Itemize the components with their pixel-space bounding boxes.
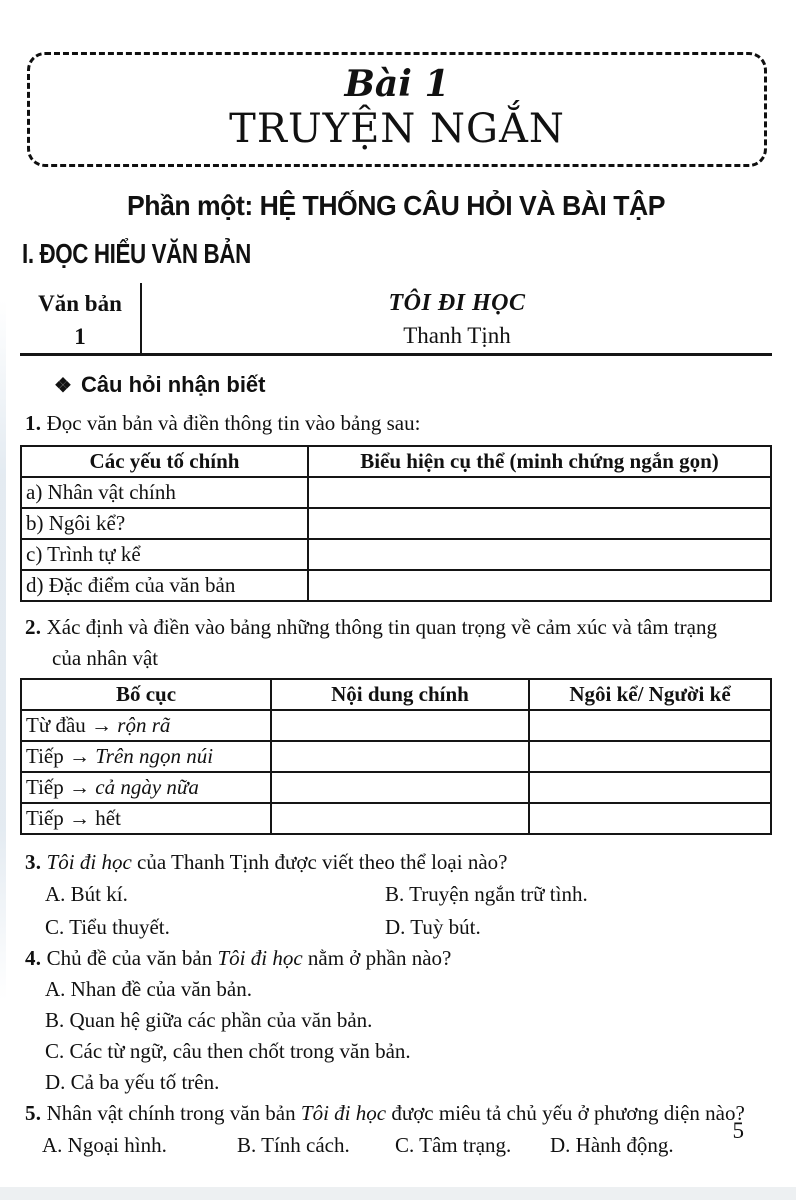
- question-5-options: [20, 1129, 772, 1162]
- diamond-bullet-icon: ❖: [54, 375, 72, 397]
- question-2-line: Xác định và điền vào bảng những thông tin quan trọng về cảm xúc và tâm trạng: [46, 615, 717, 639]
- table-structure: [20, 678, 772, 835]
- lesson-title-box: [27, 52, 767, 167]
- question-4-options: [20, 974, 772, 1098]
- question-5-text: Nhân vật chính trong văn bản Tôi đi học được miêu tả chủ yếu ở phương diện nào?: [46, 1101, 745, 1125]
- text-banner-label: Văn bản: [38, 291, 122, 316]
- table-row: [21, 803, 771, 834]
- table1-row-value: [308, 539, 771, 570]
- part-heading: Phần một: HỆ THỐNG CÂU HỎI VÀ BÀI TẬP: [126, 190, 666, 221]
- table2-row-narrator: [529, 710, 771, 741]
- table2-row-narrator: [529, 772, 771, 803]
- question-1-number: 1.: [25, 411, 42, 435]
- question-4-text: Chủ đề của văn bản Tôi đi học nằm ở phần nào?: [46, 946, 452, 970]
- question-3-number: 3.: [25, 850, 42, 874]
- question-5: [20, 1098, 772, 1129]
- answer-option: B. Tính cách.: [237, 1133, 350, 1157]
- answer-option: D. Tuỳ bút.: [385, 914, 481, 939]
- table2-row-content: [271, 710, 529, 741]
- section-heading: I. ĐỌC HIỂU VĂN BẢN: [22, 238, 251, 269]
- text-title: TÔI ĐI HỌC: [388, 290, 526, 316]
- table-elements: [20, 445, 772, 602]
- page-number: 5: [732, 1118, 744, 1143]
- table1-row-value: [308, 570, 771, 601]
- table-row: [21, 710, 771, 741]
- question-1: [20, 408, 772, 439]
- table-header-row: [21, 446, 771, 477]
- table-row: [21, 508, 771, 539]
- table2-header-col3: Ngôi kể/ Người kể: [529, 679, 771, 710]
- table2-header-col1: Bố cục: [21, 679, 271, 710]
- table-row: [21, 539, 771, 570]
- question-4: [20, 943, 772, 974]
- question-1-text: Đọc văn bản và điền thông tin vào bảng sau:: [46, 411, 421, 435]
- table2-row-label: Từ đầu → rộn rã: [21, 710, 271, 741]
- table-row: [21, 477, 771, 508]
- question-2-line: của nhân vật: [52, 646, 159, 670]
- table1-row-value: [308, 508, 771, 539]
- text-banner-title-cell: [142, 283, 772, 353]
- question-3-options: [20, 878, 772, 943]
- answer-option: D. Cả ba yếu tố trên.: [45, 1070, 220, 1094]
- question-3-text: Tôi đi học của Thanh Tịnh được viết theo thể loại nào?: [46, 850, 508, 874]
- table2-row-label: Tiếp → Trên ngọn núi: [21, 741, 271, 772]
- question-5-number: 5.: [25, 1101, 42, 1125]
- table-row: [21, 570, 771, 601]
- scan-edge-tint: [0, 300, 6, 1000]
- answer-option: D. Hành động.: [550, 1133, 674, 1157]
- table1-row-label: b) Ngôi kể?: [21, 508, 308, 539]
- table1-row-label: d) Đặc điểm của văn bản: [21, 570, 308, 601]
- table1-row-label: c) Trình tự kể: [21, 539, 308, 570]
- question-2: [20, 612, 772, 674]
- text-banner-label-cell: [20, 283, 142, 353]
- answer-option: A. Ngoại hình.: [42, 1133, 167, 1157]
- lesson-number: Bài 1: [344, 63, 450, 105]
- answer-option: B. Truyện ngắn trữ tình.: [385, 882, 588, 906]
- table-header-row: [21, 679, 771, 710]
- answer-option: A. Bút kí.: [45, 882, 128, 906]
- text-banner-number: 1: [74, 324, 86, 349]
- answer-option: C. Tiểu thuyết.: [45, 914, 170, 939]
- table2-row-label: Tiếp → cả ngày nữa: [21, 772, 271, 803]
- subsection-heading: [54, 370, 772, 401]
- table1-header-col2: Biểu hiện cụ thể (minh chứng ngắn gọn): [308, 446, 771, 477]
- table1-row-value: [308, 477, 771, 508]
- table-row: [21, 741, 771, 772]
- table2-row-content: [271, 803, 529, 834]
- table2-header-col2: Nội dung chính: [271, 679, 529, 710]
- text-author: Thanh Tịnh: [403, 323, 511, 348]
- table2-row-content: [271, 772, 529, 803]
- answer-option: C. Tâm trạng.: [395, 1133, 512, 1157]
- scan-bottom-tint: [0, 1187, 796, 1200]
- table2-row-narrator: [529, 741, 771, 772]
- question-2-number: 2.: [25, 615, 42, 639]
- table-row: [21, 772, 771, 803]
- table1-header-col1: Các yếu tố chính: [21, 446, 308, 477]
- lesson-title: TRUYỆN NGẮN: [229, 106, 565, 152]
- table1-row-label: a) Nhân vật chính: [21, 477, 308, 508]
- subsection-label: Câu hỏi nhận biết: [80, 372, 266, 397]
- text-banner: [20, 283, 772, 356]
- table2-row-content: [271, 741, 529, 772]
- question-3: [20, 847, 772, 878]
- table2-row-narrator: [529, 803, 771, 834]
- answer-option: B. Quan hệ giữa các phần của văn bản.: [45, 1008, 373, 1032]
- question-2-text: [47, 615, 717, 670]
- answer-option: C. Các từ ngữ, câu then chốt trong văn bản.: [45, 1039, 411, 1063]
- table2-row-label: Tiếp → hết: [21, 803, 271, 834]
- question-4-number: 4.: [25, 946, 42, 970]
- answer-option: A. Nhan đề của văn bản.: [45, 977, 253, 1001]
